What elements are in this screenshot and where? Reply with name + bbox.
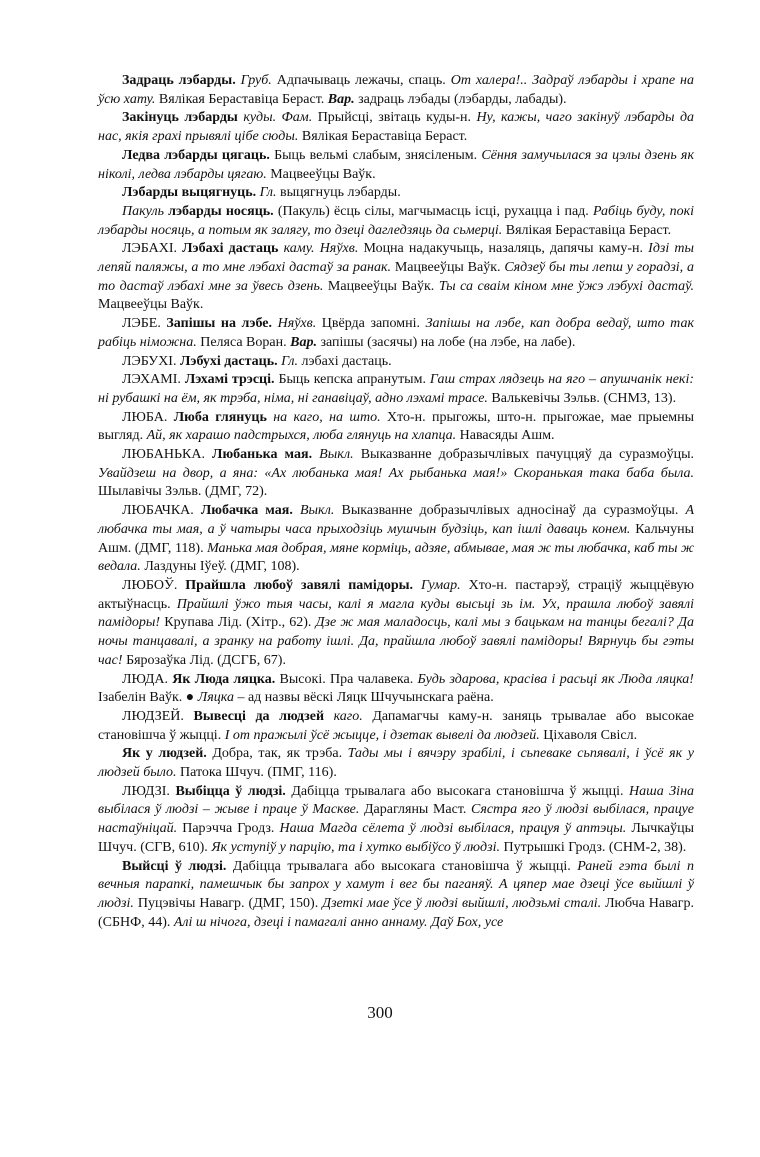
- entry-paragraph: [98, 446, 694, 502]
- text-run: выцягнуць лэбарды.: [276, 185, 401, 201]
- text-run: Мацвееўцы Ваўк.: [266, 166, 376, 182]
- text-run: ЛЮДЗІ.: [122, 783, 176, 799]
- headword-phrase: Лэбухі дастаць.: [179, 353, 278, 369]
- headword-phrase: Запішы на лэбе.: [166, 316, 272, 332]
- headword-phrase: Як у людзей.: [122, 746, 207, 762]
- text-run: Патока Шчуч. (ПМГ, 116).: [176, 765, 337, 781]
- italic-run: куды. Фам.: [243, 110, 313, 126]
- italic-run: Ты са сваім кіном мне ўжэ лэбухі дастаў.: [438, 278, 694, 294]
- text-run: Адпачываць лежачы, спаць.: [271, 73, 451, 88]
- text-run: запішы (засячы) на лобе (на лэбе, на лабе).: [316, 334, 576, 350]
- headword-phrase: Любанька мая.: [212, 447, 313, 463]
- italic-run: Груб.: [240, 73, 272, 88]
- text-run: ЛЮБАЧКА.: [122, 503, 201, 519]
- headword-phrase: Як Люда ляцка.: [172, 671, 276, 687]
- headword-phrase: Любачка мая.: [200, 503, 293, 519]
- text-run: Вялікая Берастaвіца Бераст.: [298, 129, 468, 145]
- text-run: Выказванне добразычлівых пачуццяў да суразмоўцы.: [353, 447, 695, 463]
- entry-paragraph: [98, 371, 694, 408]
- italic-run: Гл.: [281, 353, 298, 369]
- italic-run: Прайшлі ўжо тыя часы, калі я магла куды высьці зь ім. Ух, прашла любоў завялі памідоры!: [98, 596, 694, 631]
- variant-label: Вар.: [327, 91, 355, 107]
- italic-run: Гл.: [259, 185, 277, 201]
- italic-run: Наша Магда сёлета ў людзі выбілася, працуя ў аптэцы.: [279, 821, 627, 837]
- text-run: ЛЮДЗЕЙ.: [122, 708, 194, 724]
- text-run: ЛЮБАНЬКА.: [122, 447, 213, 463]
- text-run: Лычкаўцы Шчуч. (СГВ, 610).: [98, 821, 694, 855]
- italic-run: Наша Зіна выбілася ў людзі – жыве і праце ў Маскве.: [98, 783, 695, 818]
- italic-run: Дзеткі мае ўсе ў людзі выйшлі, людзьмі сталі.: [322, 895, 602, 911]
- italic-run: Увайдзеш на двор, а яна: «Ах любанька мая! Ах рыбанька мая!» Скоранькая така баба была.: [98, 465, 694, 481]
- italic-run: Ну, кажы, чаго закінуў лэбарды да нас, якія грахі прывялі цібе сюды.: [98, 110, 695, 145]
- text-run: ЛЭБАХІ.: [122, 241, 183, 257]
- text-run: Прыйсці, звітаць куды-н.: [312, 110, 477, 126]
- text-run: задраць лэбады (лэбарды, лабады).: [354, 91, 567, 107]
- text-run: Быць кепска апранутым.: [274, 372, 430, 388]
- headword-phrase: Лэбарды выцягнуць.: [122, 185, 257, 201]
- entry-paragraph: [98, 858, 694, 933]
- text-run: Быць вельмі слабым, знясіленым.: [269, 147, 482, 163]
- headword-phrase: Лэбахі дастаць: [182, 241, 279, 257]
- text-run: Выказванне добразычлівых адносінаў да суразмоўцы.: [334, 503, 686, 519]
- headword-phrase: Выйсці ў людзі.: [122, 858, 227, 874]
- italic-run: Гаш страх лядзець на яго – апушчанік некі: ні рубашкі на ём, як трэба, німа, ні ганавіцаў, адно лэхамі трасе.: [98, 372, 695, 406]
- headword-phrase: Лэхамі трэсці.: [184, 372, 275, 388]
- text-run: Мацвееўцы Ваўк.: [98, 297, 204, 313]
- text-run: Вялікая Берастaвіца Бераст.: [502, 222, 672, 238]
- text-run: Дабіцца трывалага або высокага становішча ў жыцці.: [226, 858, 578, 874]
- headword-phrase: Ледва лэбарды цягаць.: [122, 147, 270, 163]
- text-run: Добра, так, як трэба.: [206, 746, 348, 762]
- italic-run: каго.: [333, 708, 363, 724]
- headword-phrase: Выбіцца ў людзі.: [175, 783, 286, 799]
- text-run: ЛЭХАМІ.: [122, 372, 185, 388]
- text-run: Пуцэвічы Навагр. (ДМГ, 150).: [133, 895, 323, 911]
- text-run: Любча Навагр. (СБНФ, 44).: [98, 895, 694, 930]
- entry-paragraph: [98, 315, 694, 352]
- italic-run: Сястра яго ў людзі выбілася, працуе настаўніцай.: [98, 802, 694, 837]
- entry-paragraph: [98, 671, 694, 708]
- dictionary-page-body: [98, 72, 694, 932]
- italic-run: на каго, на што.: [273, 409, 381, 425]
- text-run: Хто-н. прыгожы, што-н. прыгожае, мае прыемны выгляд.: [98, 409, 695, 444]
- text-run: Шылавічы Зэльв. (ДМГ, 72).: [98, 484, 268, 500]
- entry-paragraph: [98, 109, 694, 146]
- text-run: ЛЮБОЎ.: [122, 577, 186, 593]
- text-run: Моцна надакучыць, назаляць, дапячы каму-н.: [358, 241, 649, 257]
- italic-run: Выкл.: [319, 447, 354, 463]
- italic-run: Тады мы і вячэру зрабілі, і сьпеваке сьпявалі, і ўсё як у людзей было.: [98, 746, 694, 781]
- text-run: [324, 709, 334, 724]
- text-run: ЛЮДА.: [122, 671, 173, 687]
- headword-phrase: Закінуць лэбарды: [122, 110, 238, 126]
- italic-run: Ай, як харашо падстрыхся, люба глянуць на хлапца.: [146, 428, 457, 444]
- text-run: Ізабелін Ваўк. ●: [98, 690, 198, 706]
- entry-paragraph: [98, 708, 694, 745]
- italic-run: Рабіць буду, покі лэбарды носяць, а потым як залягу, то дзеці дагледзяць да сьмерці.: [98, 203, 695, 238]
- italic-run: Сядзеў бы ты лепш у горадзі, а то дастаў лэбахі мне за ўвесь дзень.: [98, 260, 694, 294]
- entry-paragraph: [98, 745, 694, 782]
- text-run: Дабіцца трывалага або высокага становішча ў жыцці.: [285, 783, 630, 799]
- entry-paragraph: [98, 203, 694, 240]
- italic-run: Запішы на лэбе, кап добра ведаў, што так рабіць німожна.: [98, 316, 695, 350]
- entry-paragraph: [98, 240, 694, 315]
- text-run: лэбахі дастаць.: [297, 353, 392, 369]
- text-run: Высокі. Пра чалавека.: [275, 671, 418, 687]
- text-run: Мацвееўцы Ваўк.: [323, 278, 439, 294]
- italic-run: Алі ш нічога, дзеці і памагалі анно аннаму. Даў Бох, усе: [173, 914, 504, 930]
- italic-run: Манька мая добрая, мяне корміць, адзяе, абмывае, мая ж ты любачка, каб ты ж ведала.: [98, 540, 694, 575]
- entry-paragraph: [98, 409, 694, 446]
- text-run: Ціхаволя Свісл.: [539, 727, 638, 743]
- text-run: Дарагляны Маст.: [359, 802, 471, 818]
- headword-phrase: Задраць лэбарды.: [122, 73, 236, 88]
- entry-paragraph: [98, 353, 694, 372]
- italic-run: Няўхв.: [277, 316, 317, 332]
- entry-paragraph: [98, 72, 694, 109]
- headword-phrase: Вывесці да людзей: [193, 708, 325, 724]
- italic-run: І от пражылі ўсё жыцце, і дзетак вывелі да людзей.: [224, 727, 540, 743]
- italic-run: Будь здарова, красіва і расьці як Люда ляцка!: [417, 671, 694, 687]
- text-run: Кальчуны Ашм. (ДМГ, 118).: [98, 521, 694, 556]
- italic-run: Выкл.: [299, 503, 335, 519]
- text-run: Валькевічы Зэльв. (СНМЗ, 13).: [487, 390, 677, 406]
- text-run: Парэчча Гродз.: [177, 821, 280, 837]
- entry-paragraph: [98, 184, 694, 203]
- text-run: ЛЭБУХІ.: [122, 353, 180, 369]
- italic-run: Сёння замучылася за цэлы дзень як ніколі, ледва лэбарды цягаю.: [98, 147, 694, 182]
- entry-paragraph: [98, 502, 694, 577]
- text-run: Крупава Лід. (Хітр., 62).: [160, 615, 316, 631]
- text-run: Вялікая Берастaвіца Бераст.: [155, 91, 328, 107]
- text-run: Бярозаўка Лід. (ДСГБ, 67).: [122, 652, 286, 668]
- variant-label: Вар.: [290, 334, 317, 350]
- text-run: ЛЭБЕ.: [122, 316, 167, 332]
- headword-phrase: Прайшла любоў завялі памідоры.: [185, 577, 414, 593]
- text-run: – ад назвы вёскі Ляцк Шчучынскага раёна.: [233, 690, 494, 706]
- italic-run: А любачка ты мая, а ў чатыры часа прыходзіць мушчын будзіць, кап ішлі даваць конем.: [98, 503, 694, 537]
- text-run: ЛЮБА.: [122, 409, 174, 425]
- text-run: Пеляса Воран.: [196, 334, 291, 350]
- italic-run: От халера!.. Задраў лэбарды і храпе на ўсю хату.: [98, 73, 694, 107]
- text-run: Мацвееўцы Ваўк.: [391, 260, 505, 276]
- headword-phrase: лэбарды носяць.: [168, 203, 274, 219]
- italic-run: каму. Няўхв.: [283, 241, 359, 257]
- text-run: Хто-н. пастарэў, страціў жыццёвую актыўнасць.: [98, 577, 694, 612]
- text-run: Навасяды Ашм.: [456, 428, 555, 444]
- page-number: 300: [367, 1003, 393, 1022]
- entry-paragraph: [98, 147, 694, 184]
- text-run: Цвёрда запомні.: [316, 316, 426, 332]
- text-run: Дапамагчы каму-н. заняць трывалае або высокае становішча ў жыцці.: [98, 708, 694, 743]
- italic-run: Як уступіў у парцію, та і хутко выбіўсо ў людзі.: [211, 839, 500, 855]
- italic-run: Ідзі ты лепяй паляжы, а то мне лэбахі дастаў за ранак.: [98, 241, 694, 276]
- italic-run: Пакуль: [122, 203, 164, 219]
- headword-phrase: Люба глянуць: [173, 409, 267, 425]
- entry-paragraph: [98, 783, 694, 858]
- italic-run: Ляцка: [197, 690, 234, 706]
- text-run: [413, 578, 421, 593]
- entry-paragraph: [98, 577, 694, 671]
- text-run: Лаздуны Іўеў. (ДМГ, 108).: [140, 559, 300, 575]
- italic-run: Раней гэта былі п вечныя парапкі, памешчык бы запрох у хамут і вег бы паганяў. А цяпер мае дзеці ўсе выйшлі ў людзі.: [98, 858, 694, 911]
- italic-run: Гумар.: [420, 577, 461, 593]
- text-run: Путрышкі Гродз. (СНМ-2, 38).: [499, 839, 687, 855]
- text-run: (Пакуль) ёсць сілы, магчымасць ісці, рухацца і пад.: [273, 203, 593, 219]
- italic-run: Дзе ж мая маладосць, калі мы з бацькам на танцы бегалі? Да ночы танцавалі, а зранку на работу ішлі. Да, прайшла любоў завялі памідоры! Вярнуць бы гэты час!: [98, 615, 694, 668]
- text-run: [293, 503, 300, 518]
